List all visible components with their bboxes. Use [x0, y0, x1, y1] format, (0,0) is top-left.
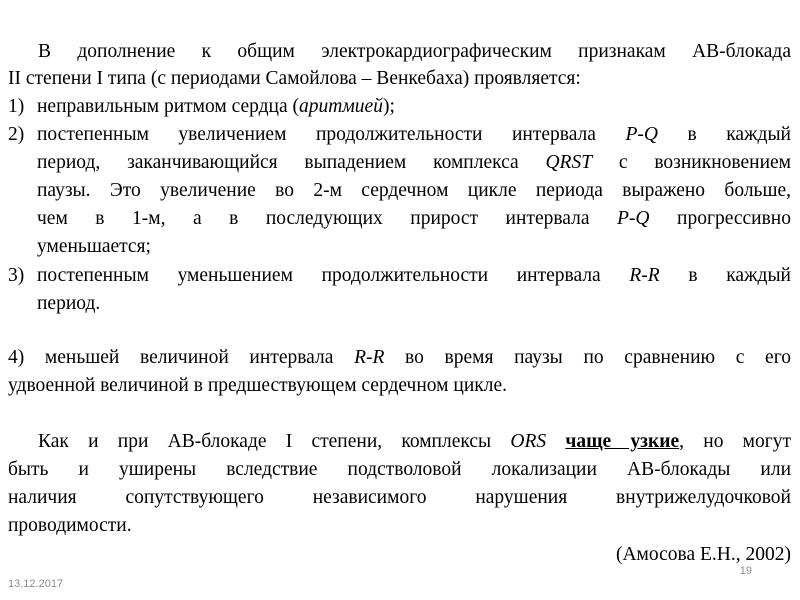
list-item-1: неправильным ритмом сердца (аритмией);	[37, 96, 395, 117]
list-item-2-line-5: уменьшается;	[37, 236, 151, 257]
para3-line-4: проводимости.	[8, 515, 132, 536]
list-number-2: 2)	[8, 124, 25, 145]
footer-date: 13.12.2017	[8, 578, 64, 590]
citation: (Амосова Е.Н., 2002)	[615, 544, 791, 565]
page-number: 19	[739, 565, 752, 577]
list-number-1: 1)	[8, 96, 25, 117]
list-item-3-line-2: период.	[37, 293, 101, 314]
item-4-line-2: удвоенной величиной в предшествующем сердечном цикле.	[8, 375, 507, 396]
list-item-2-line-4: чем в 1-м, а в последующих прирост интервала P-Q прогрессивно	[37, 208, 791, 229]
para3-line-1: Как и при АВ-блокаде I степени, комплексы ORS чаще узкие, но могут	[38, 431, 792, 452]
list-item-2-line-1: постепенным увеличением продолжительности интервала P-Q в каждый	[37, 124, 791, 145]
intro-line-1: В дополнение к общим электрокардиографическим признакам АВ-блокада	[38, 41, 791, 62]
para3-line-3: наличия сопутствующего независимого нарушения внутрижелудочковой	[8, 487, 791, 508]
item-4-line-1: 4) меньшей величиной интервала R-R во время паузы по сравнению с его	[8, 347, 791, 368]
list-item-3-line-1: постепенным уменьшением продолжительности интервала R-R в каждый	[37, 265, 791, 286]
para3-line-2: быть и уширены вследствие подстволовой локализации АВ-блокады или	[8, 459, 791, 480]
list-number-3: 3)	[8, 265, 25, 286]
list-item-2-line-3: паузы. Это увеличение во 2-м сердечном цикле периода выражено больше,	[37, 180, 791, 201]
emphasis-narrow: чаще узкие	[565, 431, 680, 452]
list-item-2-line-2: период, заканчивающийся выпадением комплекса QRST с возникновением	[37, 152, 792, 173]
intro-line-2: II степени I типа (с периодами Самойлова – Венкебаха) проявляется:	[8, 68, 581, 89]
